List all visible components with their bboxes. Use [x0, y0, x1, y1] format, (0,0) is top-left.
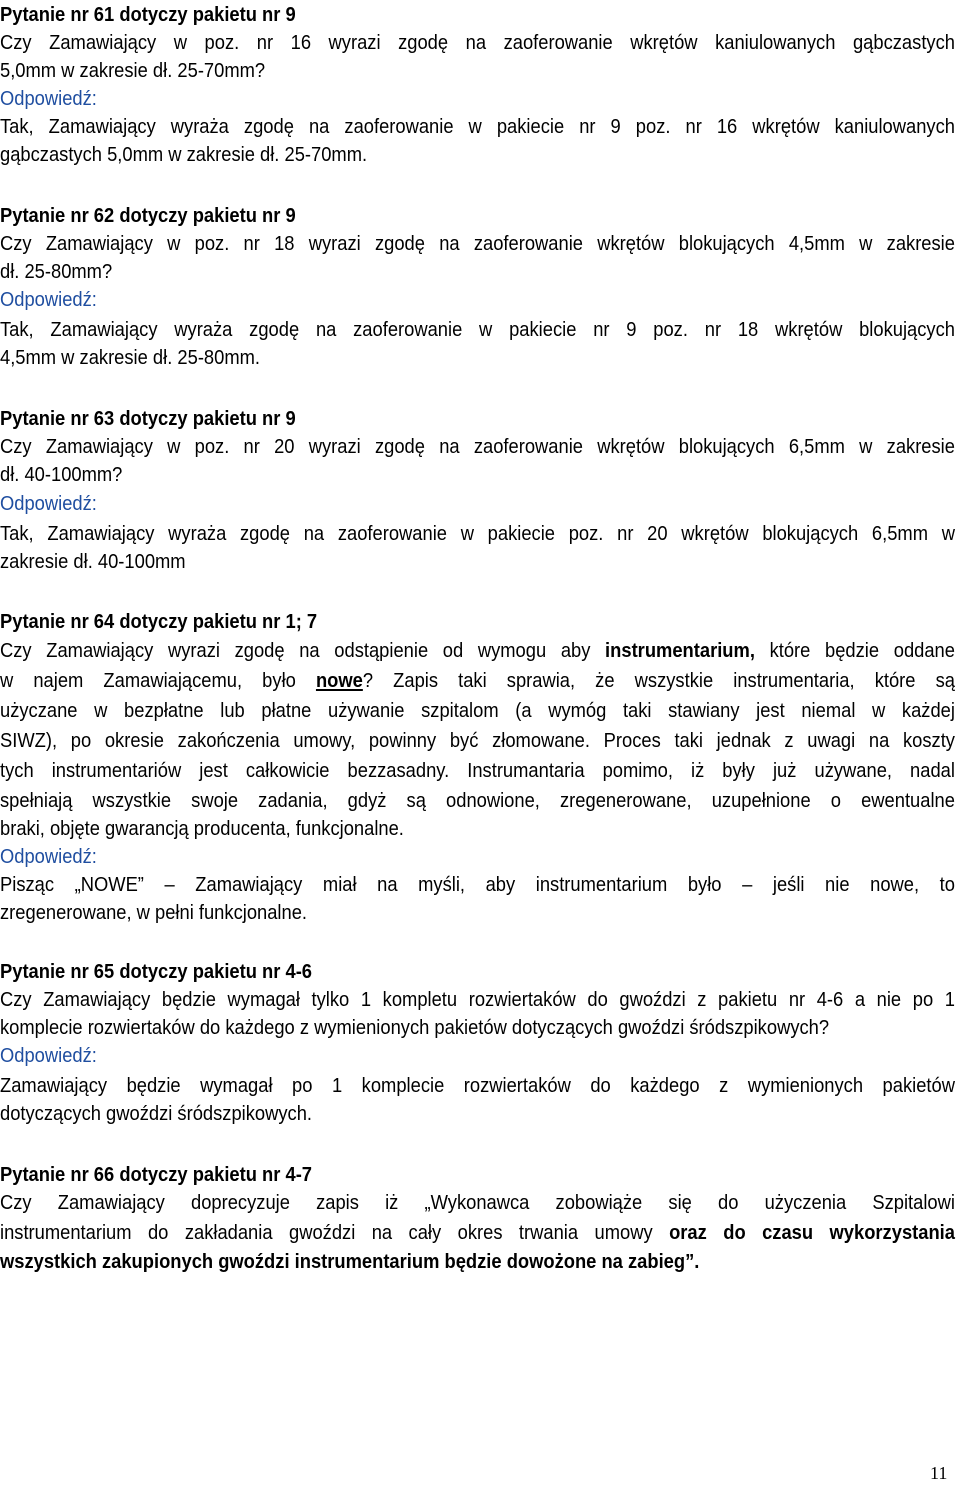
answer-61-label: Odpowiedź: — [0, 87, 97, 110]
question-66-title: Pytanie nr 66 dotyczy pakietu nr 4-7 — [0, 1163, 313, 1186]
question-64-title: Pytanie nr 64 dotyczy pakietu nr 1; 7 — [0, 610, 318, 633]
question-62-text-line: dł. 25-80mm? — [0, 260, 113, 283]
question-62-text-line: Czy Zamawiający w poz. nr 18 wyrazi zgodę na zaoferowanie wkrętów blokujących 4,5mm w zakresie — [0, 232, 955, 255]
question-64-text: ? Zapis taki sprawia, że wszystkie instrumentaria, które są — [362, 669, 955, 692]
question-62-title: Pytanie nr 62 dotyczy pakietu nr 9 — [0, 204, 296, 227]
page-number: 11 — [930, 1463, 948, 1483]
answer-62-text-line: 4,5mm w zakresie dł. 25-80mm. — [0, 346, 261, 369]
question-64-text: które będzie oddane — [754, 639, 955, 662]
answer-63-label: Odpowiedź: — [0, 492, 97, 515]
question-61-text-line: Czy Zamawiający w poz. nr 16 wyrazi zgodę na zaoferowanie wkrętów kaniulowanych gąbczastych — [0, 31, 955, 54]
question-66-text-line: Czy Zamawiający doprecyzuje zapis iż „Wykonawca zobowiąże się do użyczenia Szpitalowi — [0, 1191, 955, 1214]
answer-62-text-line: Tak, Zamawiający wyraża zgodę na zaoferowanie w pakiecie nr 9 poz. nr 18 wkrętów blokujących — [0, 318, 955, 341]
question-61-text-line: 5,0mm w zakresie dł. 25-70mm? — [0, 59, 266, 82]
question-64-text-line: braki, objęte gwarancją producenta, funkcjonalne. — [0, 817, 404, 840]
question-66-emphasis: oraz do czasu wykorzystania — [669, 1221, 955, 1244]
question-66-text-line — [0, 1219, 955, 1247]
answer-64-label: Odpowiedź: — [0, 845, 97, 868]
question-64-emphasis: nowe — [315, 669, 363, 692]
question-64-text: w najem Zamawiającemu, było — [0, 669, 316, 692]
question-64-text-line: SIWZ), po okresie zakończenia umowy, powinny być złomowane. Proces taki jednak z uwagi na koszty — [0, 729, 955, 752]
answer-63-text-line: zakresie dł. 40-100mm — [0, 550, 186, 573]
question-65-title: Pytanie nr 65 dotyczy pakietu nr 4-6 — [0, 960, 313, 983]
answer-65-text-line: dotyczących gwoździ śródszpikowych. — [0, 1102, 313, 1125]
answer-61-text-line: Tak, Zamawiający wyraża zgodę na zaoferowanie w pakiecie nr 9 poz. nr 16 wkrętów kaniulowanych — [0, 115, 955, 138]
question-63-text-line: dł. 40-100mm? — [0, 463, 123, 486]
answer-62-label: Odpowiedź: — [0, 288, 97, 311]
question-64-text: Czy Zamawiający wyrazi zgodę na odstąpienie od wymogu aby — [0, 639, 606, 662]
question-64-text-line: spełniają wszystkie swoje zadania, gdyż są odnowione, zregenerowane, uzupełnione o ewentualne — [0, 789, 955, 812]
answer-64-text-line: zregenerowane, w pełni funkcjonalne. — [0, 901, 308, 924]
question-65-text-line: Czy Zamawiający będzie wymagał tylko 1 kompletu rozwiertaków do gwoździ z pakietu nr 4-6 a nie po 1 — [0, 988, 955, 1011]
answer-63-text-line: Tak, Zamawiający wyraża zgodę na zaoferowanie w pakiecie poz. nr 20 wkrętów blokujących 6,5mm w — [0, 522, 955, 545]
question-64-text-line: tych instrumentariów jest całkowicie bezzasadny. Instrumantaria pomimo, iż były już używane, nadal — [0, 759, 955, 782]
question-64-text-line: użyczane w bezpłatne lub płatne używanie szpitalom (a wymóg taki stawiany jest niemal w każdej — [0, 699, 955, 722]
question-61-title: Pytanie nr 61 dotyczy pakietu nr 9 — [0, 3, 296, 26]
question-66-emphasis-line: wszystkich zakupionych gwoździ instrumentarium będzie dowożone na zabieg”. — [0, 1250, 700, 1273]
question-63-text-line: Czy Zamawiający w poz. nr 20 wyrazi zgodę na zaoferowanie wkrętów blokujących 6,5mm w zakresie — [0, 435, 955, 458]
question-64-emphasis: instrumentarium, — [605, 639, 755, 662]
answer-65-label: Odpowiedź: — [0, 1044, 97, 1067]
answer-65-text-line: Zamawiający będzie wymagał po 1 komplecie rozwiertaków do każdego z wymienionych pakietów — [0, 1074, 955, 1097]
question-66-text: instrumentarium do zakładania gwoździ na cały okres trwania umowy — [0, 1221, 670, 1244]
question-63-title: Pytanie nr 63 dotyczy pakietu nr 9 — [0, 407, 296, 430]
question-65-text-line: komplecie rozwiertaków do każdego z wymienionych pakietów dotyczących gwoździ śródszpikowych? — [0, 1016, 830, 1039]
answer-64-text-line: Pisząc „NOWE” – Zamawiający miał na myśli, aby instrumentarium było – jeśli nie nowe, to — [0, 873, 955, 896]
question-64-text-line — [0, 667, 955, 695]
answer-61-text-line: gąbczastych 5,0mm w zakresie dł. 25-70mm. — [0, 143, 368, 166]
question-64-text-line — [0, 637, 955, 665]
